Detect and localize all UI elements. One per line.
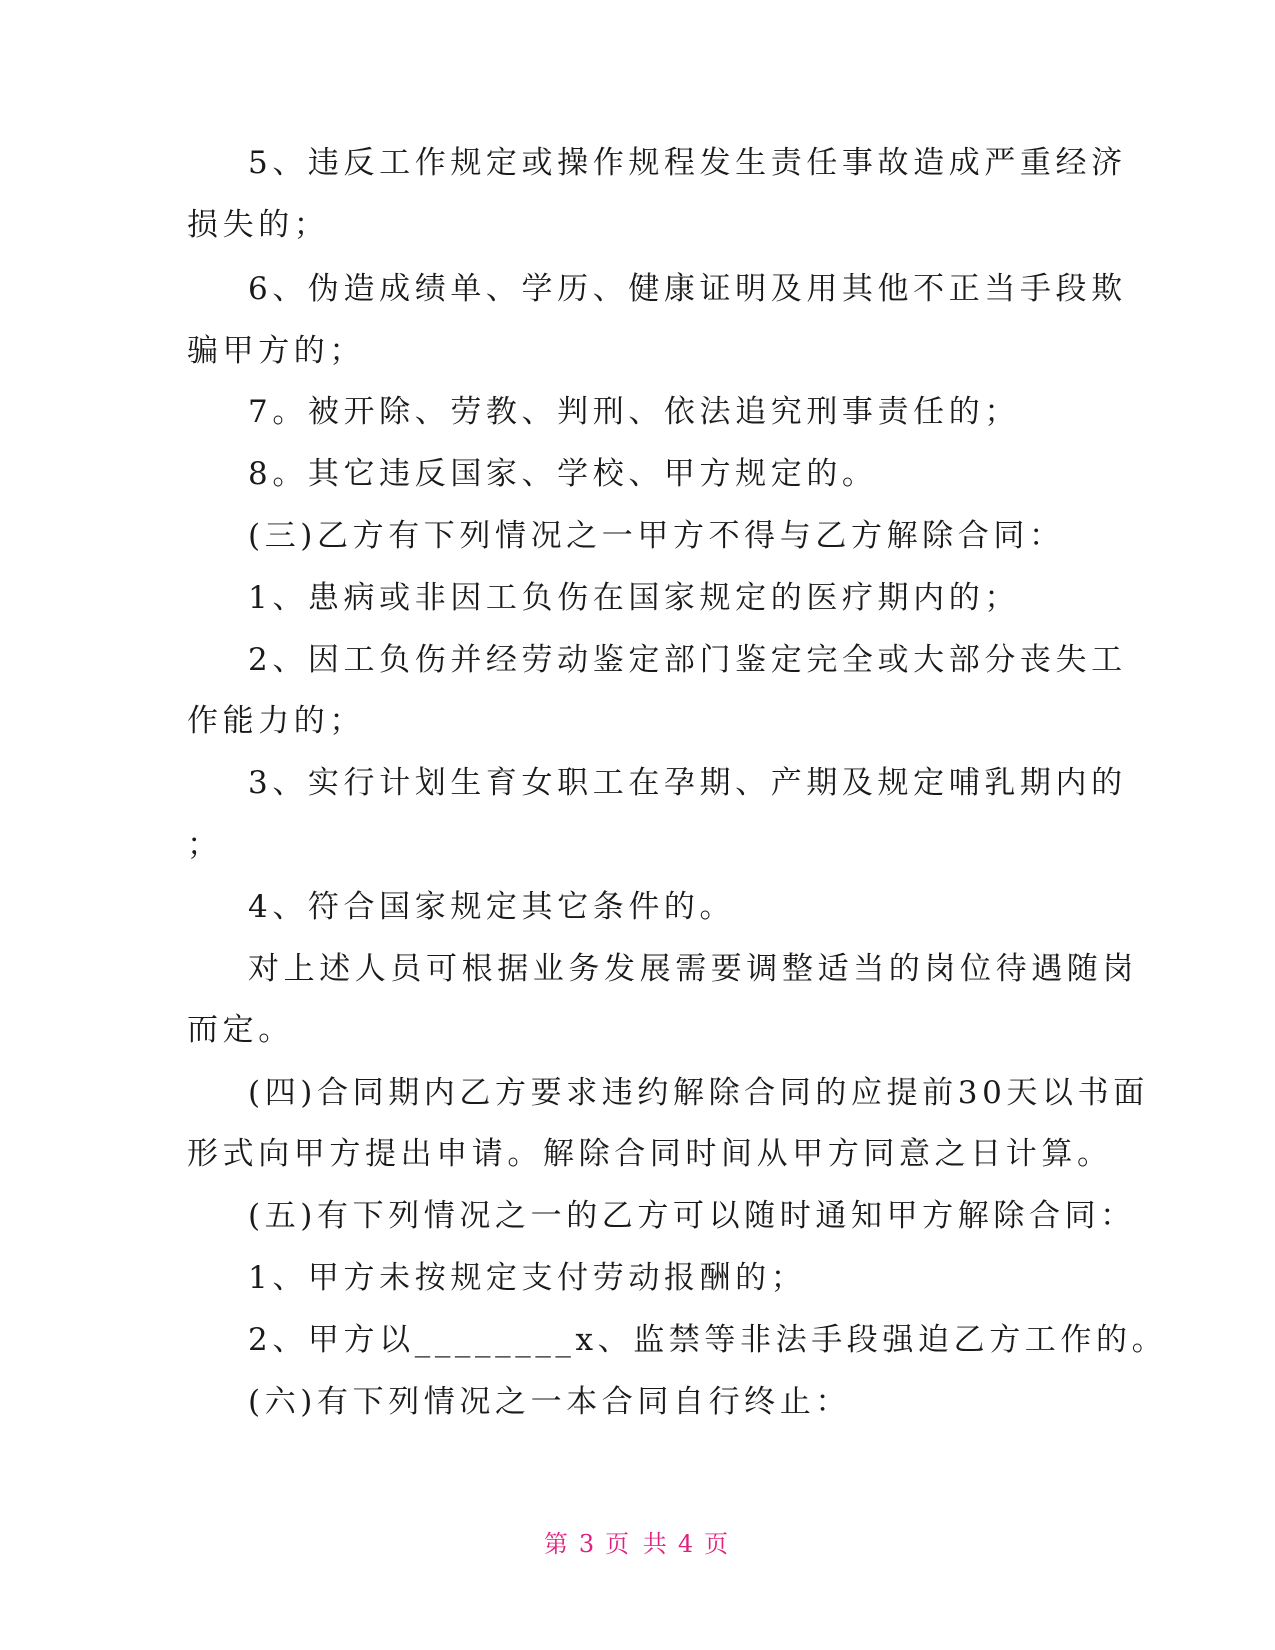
footer-suffix: 页 xyxy=(704,1530,732,1558)
footer-prefix: 第 xyxy=(543,1530,571,1558)
paragraph-line: 5、违反工作规定或操作规程发生责任事故造成严重经济 xyxy=(248,145,1127,181)
paragraph-line: 7。被开除、劳教、判刑、依法追究刑事责任的； xyxy=(248,394,1020,430)
paragraph-line: ； xyxy=(187,827,223,863)
paragraph-line: 损失的； xyxy=(187,207,330,243)
paragraph-line: 4、符合国家规定其它条件的。 xyxy=(248,889,736,925)
total-page-count: 4 xyxy=(677,1530,697,1558)
paragraph-line: 对上述人员可根据业务发展需要调整适当的岗位待遇随岗 xyxy=(248,951,1138,987)
paragraph-line: 3、实行计划生育女职工在孕期、产期及规定哺乳期内的 xyxy=(248,765,1127,801)
paragraph-line: 2、因工负伤并经劳动鉴定部门鉴定完全或大部分丧失工 xyxy=(248,642,1127,678)
paragraph-line: 而定。 xyxy=(187,1012,294,1048)
page-footer xyxy=(0,1529,1275,1559)
paragraph-line: 形式向甲方提出申请。解除合同时间从甲方同意之日计算。 xyxy=(187,1136,1113,1172)
section-heading: (六)有下列情况之一本合同自行终止： xyxy=(248,1384,851,1420)
current-page-number: 3 xyxy=(578,1530,598,1558)
paragraph-line: 8。其它违反国家、学校、甲方规定的。 xyxy=(248,456,878,492)
footer-middle: 页 共 xyxy=(605,1530,670,1558)
section-heading: (三)乙方有下列情况之一甲方不得与乙方解除合同： xyxy=(248,518,1065,554)
section-heading: (四)合同期内乙方要求违约解除合同的应提前30天以书面 xyxy=(248,1075,1149,1111)
paragraph-line: 2、甲方以________x、监禁等非法手段强迫乙方工作的。 xyxy=(248,1322,1168,1358)
paragraph-line: 1、患病或非因工负伤在国家规定的医疗期内的； xyxy=(248,580,1020,616)
paragraph-line: 作能力的； xyxy=(187,703,365,739)
paragraph-line: 6、伪造成绩单、学历、健康证明及用其他不正当手段欺 xyxy=(248,271,1127,307)
paragraph-line: 骗甲方的； xyxy=(187,333,365,369)
paragraph-line: 1、甲方未按规定支付劳动报酬的； xyxy=(248,1260,807,1296)
section-heading: (五)有下列情况之一的乙方可以随时通知甲方解除合同： xyxy=(248,1198,1136,1234)
